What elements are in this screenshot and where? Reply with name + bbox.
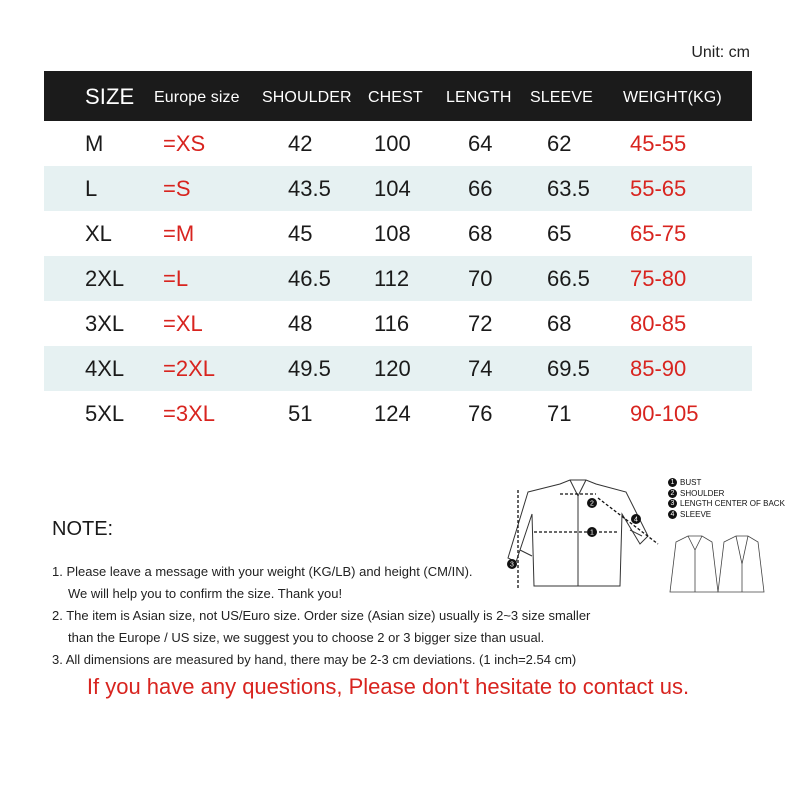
cell-europe-size: =XL (163, 311, 203, 336)
header-sleeve: SLEEVE (530, 89, 593, 106)
cell-chest: 120 (374, 356, 411, 381)
cell-chest: 104 (374, 176, 411, 201)
diagram-legend (668, 478, 785, 520)
notes-list (52, 561, 590, 671)
note-line: 2. The item is Asian size, not US/Euro size. Order size (Asian size) usually is 2~3 size smaller (52, 608, 591, 623)
table-row (44, 121, 752, 166)
cell-shoulder: 51 (288, 401, 313, 426)
cell-chest: 116 (374, 311, 410, 336)
marker-1: 1 (590, 529, 594, 537)
legend-number: 1 (668, 478, 677, 487)
note-line: than the Europe / US size, we suggest you to choose 2 or 3 bigger size than usual. (68, 630, 545, 645)
cell-weight: 75-80 (630, 266, 687, 291)
legend-label: BUST (680, 478, 702, 487)
cell-sleeve: 66.5 (547, 266, 590, 291)
marker-4: 4 (634, 516, 638, 524)
cell-length: 76 (468, 401, 493, 426)
table-header (44, 71, 752, 121)
cell-europe-size: =XS (163, 131, 206, 156)
legend-label: SLEEVE (680, 509, 712, 519)
cell-shoulder: 46.5 (288, 266, 331, 291)
cell-size: M (85, 131, 104, 156)
cell-length: 74 (468, 356, 493, 381)
cell-chest: 124 (374, 401, 411, 426)
cell-europe-size: =M (163, 221, 195, 246)
note-line: 3. All dimensions are measured by hand, there may be 2-3 cm deviations. (1 inch=2.54 cm) (52, 652, 577, 667)
cell-shoulder: 45 (288, 221, 313, 246)
unit-label: Unit: cm (691, 44, 750, 61)
cell-europe-size: =L (163, 266, 189, 291)
cell-weight: 45-55 (630, 131, 687, 156)
marker-3: 3 (510, 561, 514, 569)
blazer-icon (718, 536, 764, 592)
cell-size: XL (85, 221, 112, 246)
header-shoulder: SHOULDER (262, 89, 352, 106)
note-line: 1. Please leave a message with your weight (KG/LB) and height (CM/IN). (52, 564, 473, 579)
cell-sleeve: 65 (547, 221, 572, 246)
cell-shoulder: 48 (288, 311, 313, 336)
cell-shoulder: 49.5 (288, 356, 331, 381)
table-row (44, 391, 752, 436)
table-row (44, 211, 752, 256)
cell-sleeve: 63.5 (547, 176, 590, 201)
legend-number: 2 (668, 489, 677, 498)
cell-weight: 85-90 (630, 356, 687, 381)
table-row (44, 166, 752, 211)
cell-europe-size: =S (163, 176, 191, 201)
cell-weight: 55-65 (630, 176, 687, 201)
table-row (44, 301, 752, 346)
cell-sleeve: 69.5 (547, 356, 590, 381)
cell-size: 3XL (85, 311, 125, 336)
cell-europe-size: =2XL (163, 356, 215, 381)
note-title: NOTE: (52, 518, 114, 540)
legend-number: 3 (668, 499, 677, 508)
size-chart-table (44, 71, 752, 436)
cell-length: 68 (468, 221, 493, 246)
jacket-icon (670, 536, 718, 592)
cell-length: 70 (468, 266, 493, 291)
legend-number: 4 (668, 510, 677, 519)
header-weight: WEIGHT(KG) (623, 89, 722, 106)
cell-size: 2XL (85, 266, 125, 291)
legend-label: SHOULDER (680, 488, 725, 498)
header-size: SIZE (85, 84, 135, 109)
note-line: We will help you to confirm the size. Thank you! (68, 586, 343, 601)
cell-shoulder: 42 (288, 131, 313, 156)
cell-weight: 90-105 (630, 401, 699, 426)
cell-sleeve: 62 (547, 131, 572, 156)
legend-label: LENGTH CENTER OF BACK (680, 499, 785, 508)
cell-length: 64 (468, 131, 493, 156)
contact-message: If you have any questions, Please don't hesitate to contact us. (86, 674, 690, 699)
legend-item (668, 478, 785, 489)
cell-size: 5XL (85, 401, 125, 426)
cell-length: 72 (468, 311, 493, 336)
cell-size: L (85, 176, 98, 201)
cell-size: 4XL (85, 356, 125, 381)
marker-2: 2 (590, 500, 594, 508)
cell-weight: 65-75 (630, 221, 687, 246)
cell-chest: 108 (374, 221, 411, 246)
header-length: LENGTH (446, 89, 512, 106)
cell-sleeve: 71 (547, 401, 572, 426)
cell-length: 66 (468, 176, 493, 201)
cell-shoulder: 43.5 (288, 176, 331, 201)
cell-weight: 80-85 (630, 311, 687, 336)
cell-chest: 100 (374, 131, 411, 156)
legend-item (668, 489, 785, 500)
table-row (44, 346, 752, 391)
legend-item (668, 510, 785, 521)
table-row (44, 256, 752, 301)
cell-sleeve: 68 (547, 311, 572, 336)
header-chest: CHEST (368, 89, 423, 106)
cell-chest: 112 (374, 266, 410, 291)
legend-item (668, 499, 785, 510)
cell-europe-size: =3XL (163, 401, 215, 426)
header-europe-size: Europe size (154, 89, 240, 106)
